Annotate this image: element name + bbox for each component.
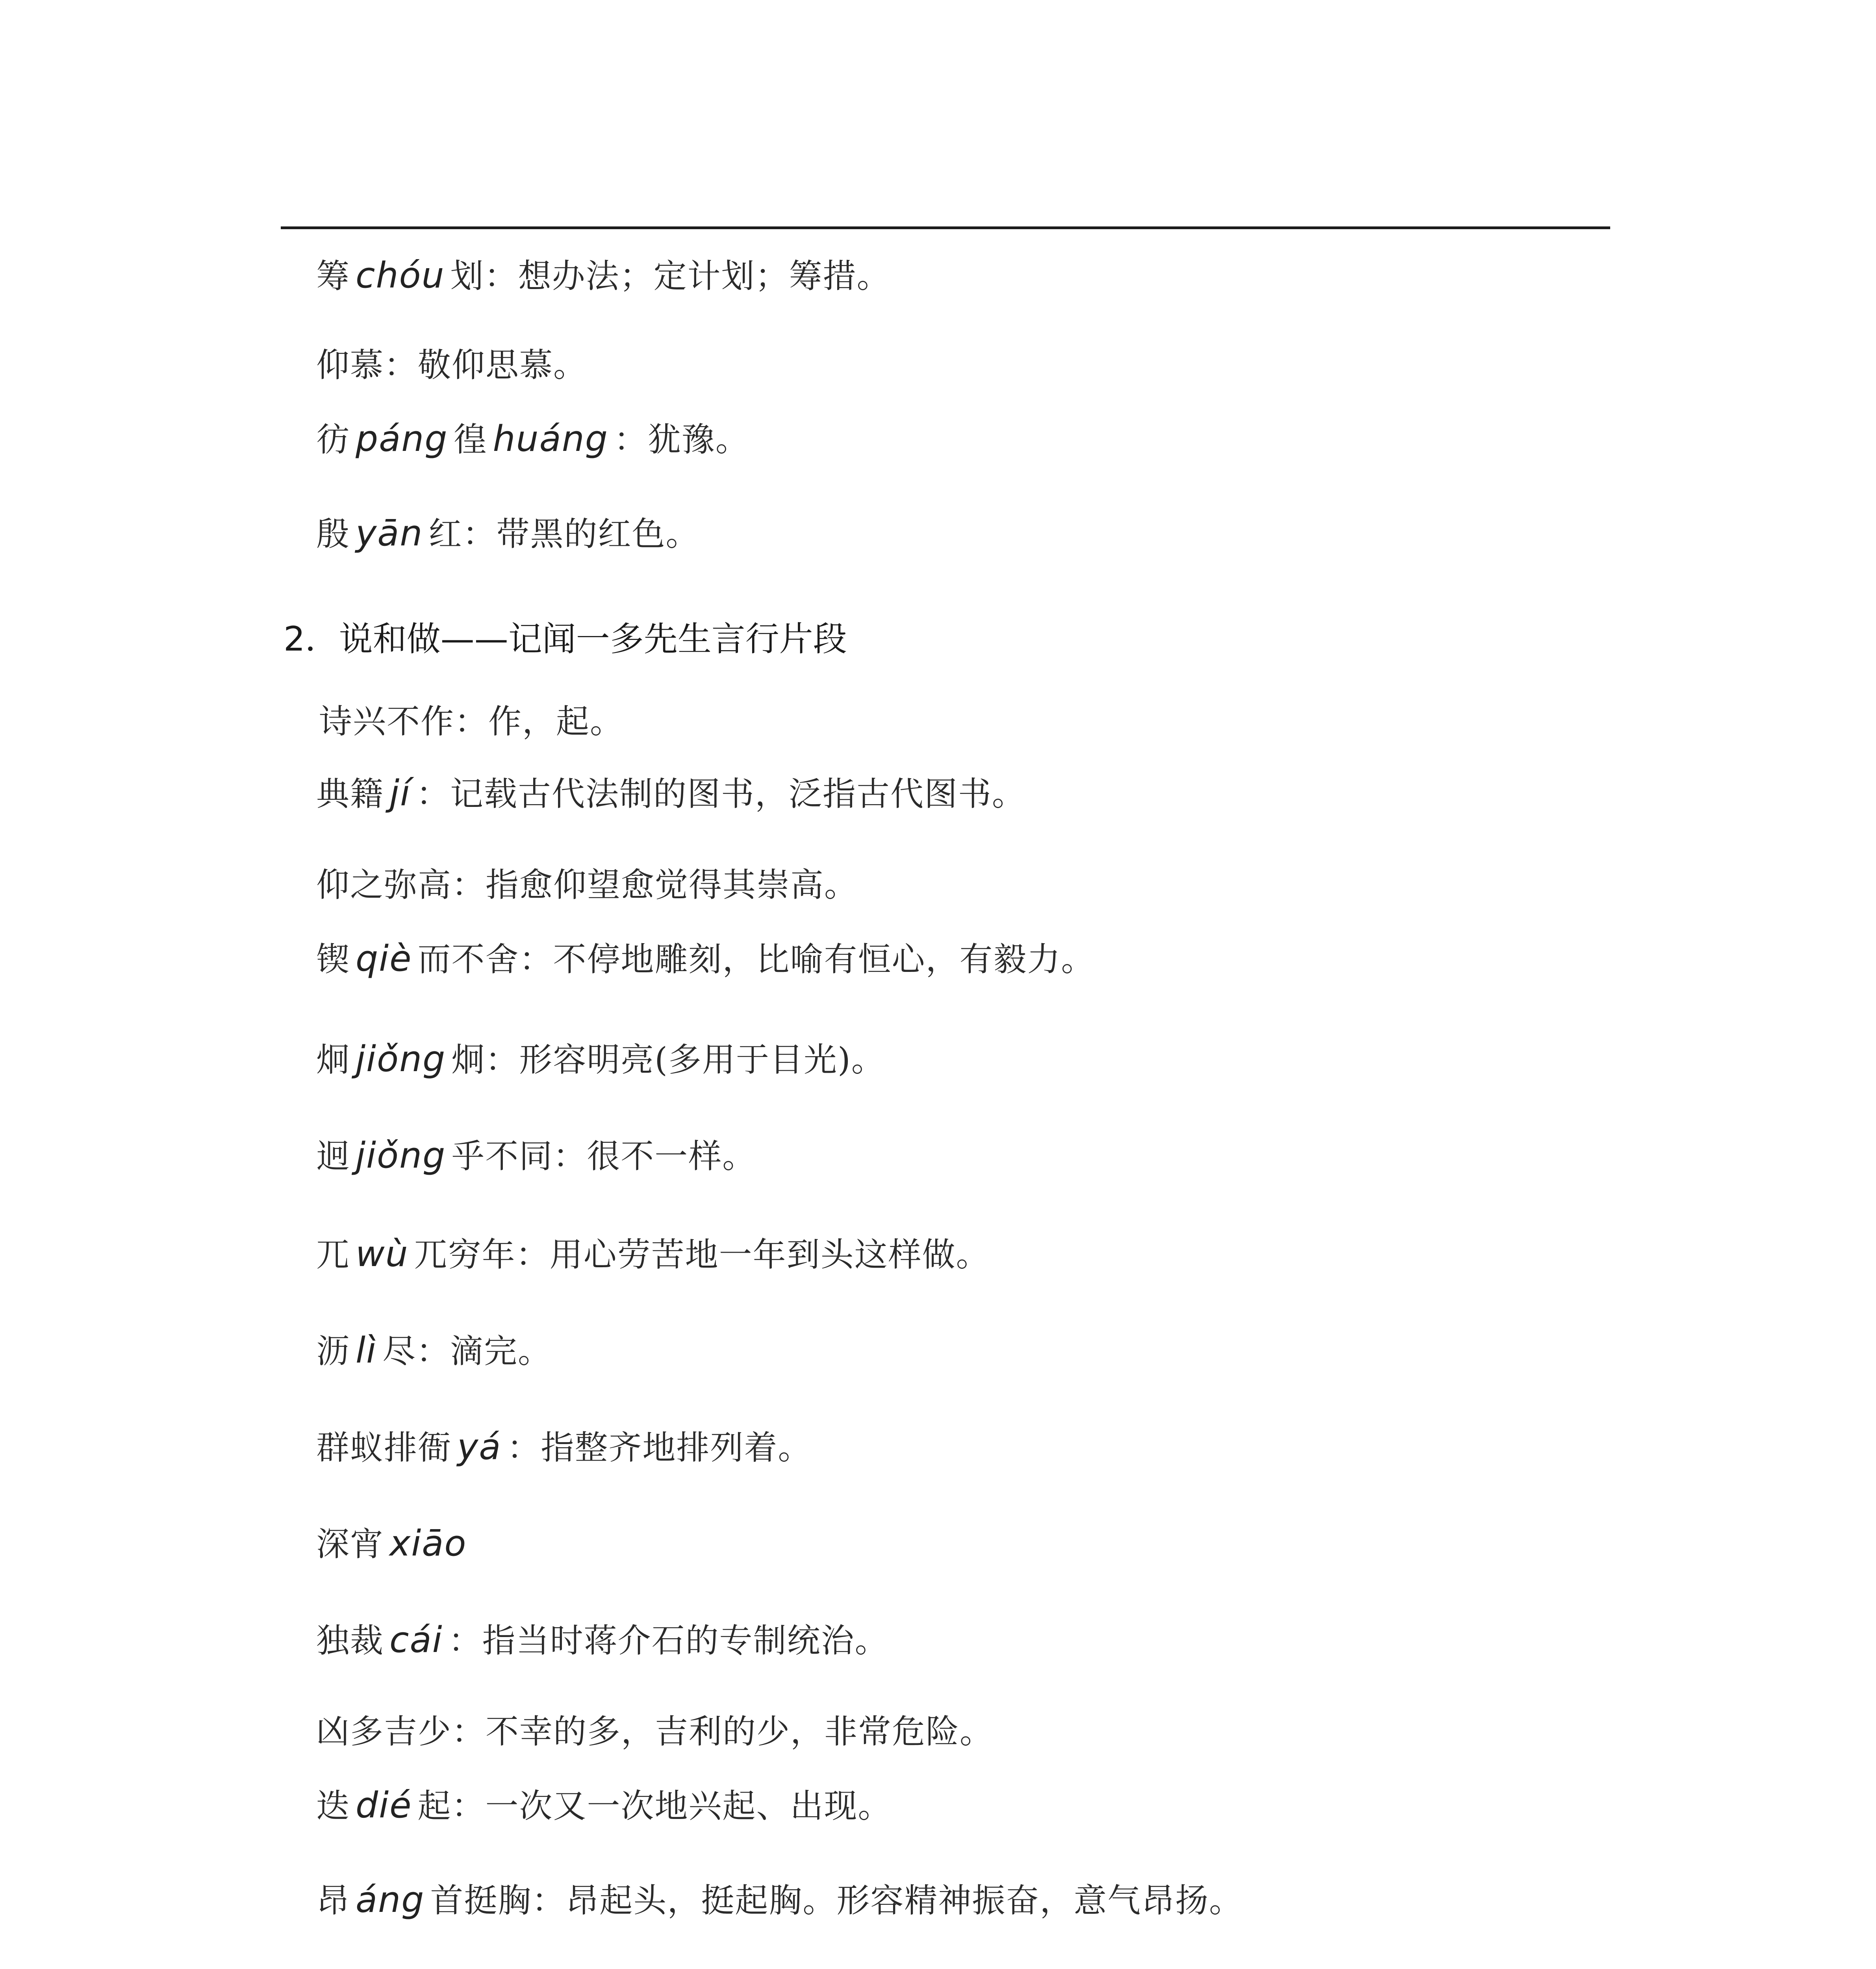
vocab-entry: 彷 páng 徨 huáng ：犹豫。: [316, 418, 749, 460]
top-divider: [281, 226, 1610, 229]
pinyin: jiǒng: [356, 1135, 446, 1176]
pinyin: cái: [389, 1619, 443, 1661]
pinyin: áng: [356, 1879, 425, 1921]
vocab-entry: 兀 wù 兀穷年：用心劳苦地一年到头这样做。: [316, 1233, 990, 1275]
vocab-entry: 典籍 jí ：记载古代法制的图书，泛指古代图书。: [316, 773, 1026, 814]
vocab-entry: 凶多吉少：不幸的多，吉利的少，非常危险。: [316, 1712, 994, 1751]
pinyin: yān: [356, 513, 423, 554]
vocab-entry: 炯 jiǒng 炯：形容明亮(多用于目光)。: [316, 1038, 885, 1080]
vocab-entry: 迭 dié 起：一次又一次地兴起、出现。: [316, 1785, 892, 1826]
vocab-entry: 仰之弥高：指愈仰望愈觉得其崇高。: [316, 866, 858, 904]
pinyin: chóu: [356, 255, 445, 296]
pinyin: dié: [356, 1785, 412, 1826]
pinyin: jiǒng: [356, 1038, 446, 1080]
vocab-entry: 群蚁排衙 yá ：指整齐地排列着。: [316, 1426, 812, 1468]
vocab-entry: 独裁 cái ：指当时蒋介石的专制统治。: [316, 1619, 889, 1661]
vocab-entry: 迥 jiǒng 乎不同：很不一样。: [316, 1135, 756, 1176]
pinyin: jí: [389, 773, 411, 814]
vocab-entry: 仰慕：敬仰思慕。: [316, 346, 588, 384]
vocab-entry: 深宵 xiāo: [316, 1526, 473, 1561]
pinyin: xiāo: [389, 1523, 467, 1564]
pinyin: páng: [356, 418, 448, 460]
pinyin: qiè: [356, 938, 412, 979]
vocab-entry: 筹 chóu 划：想办法；定计划；筹措。: [316, 255, 891, 296]
vocab-entry: 昂 áng 首挺胸：昂起头，挺起胸。形容精神振奋，意气昂扬。: [316, 1879, 1243, 1921]
pinyin: lì: [356, 1330, 377, 1371]
vocab-entry: 殷 yān 红：带黑的红色。: [316, 513, 700, 554]
vocab-entry: 沥 lì 尽：滴完。: [316, 1330, 552, 1371]
vocab-entry: 诗兴不作：作，起。: [319, 702, 624, 741]
section-heading: 2．说和做——记闻一多先生言行片段: [284, 619, 847, 659]
pinyin: yá: [457, 1426, 502, 1468]
vocab-entry: 锲 qiè 而不舍：不停地雕刻，比喻有恒心，有毅力。: [316, 938, 1095, 979]
pinyin: wù: [356, 1233, 409, 1275]
pinyin: huáng: [493, 418, 608, 460]
